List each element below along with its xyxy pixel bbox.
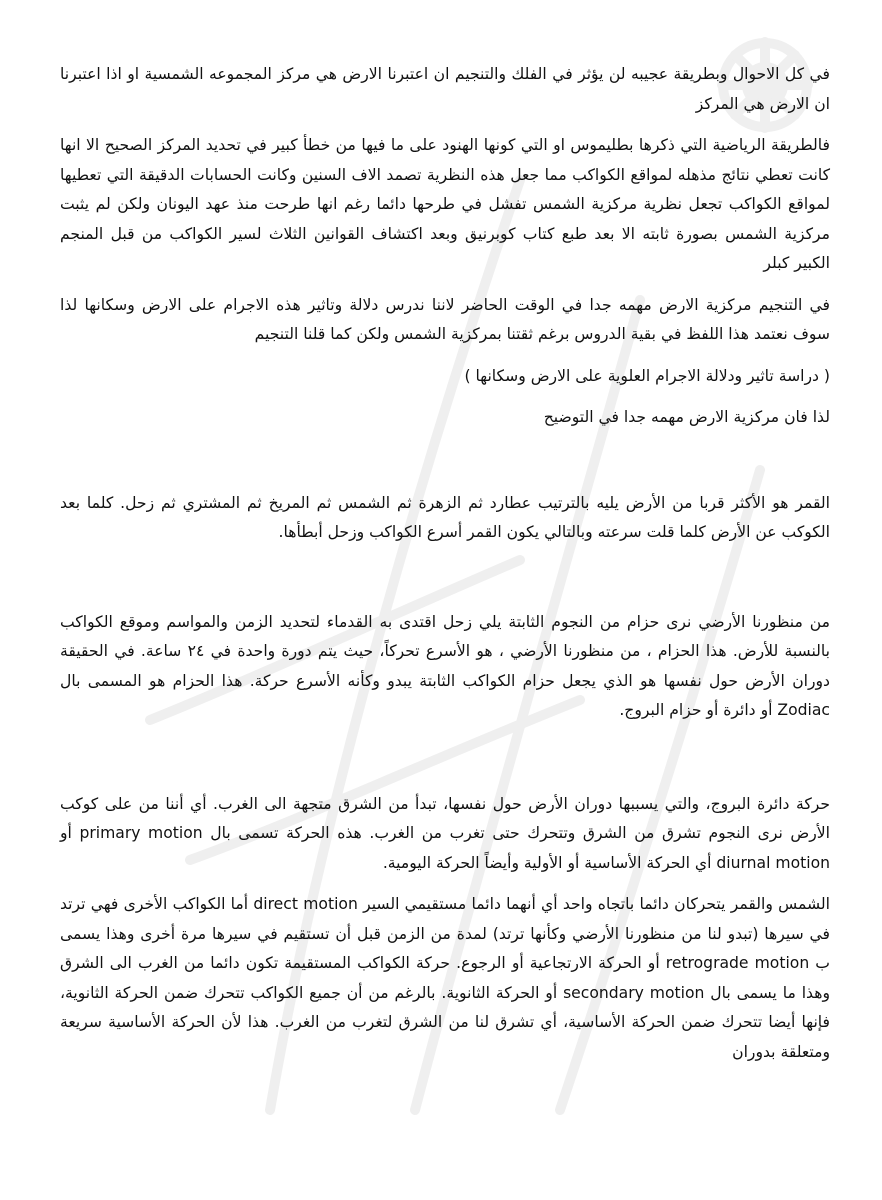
paragraph-astrology-earth-center: في التنجيم مركزية الارض مهمه جدا في الوقت الحاضر لاننا ندرس دلالة وتاثير هذه الاجرام على الارض وسكانها لذا سوف نعتمد هذا اللفظ في بقية الدروس برغم ثقتنا بمركزية الشمس ولكن كما قلنا التنجيم [60, 295, 830, 343]
paragraph-geocentric-effect: في كل الاحوال وبطريقة عجيبه لن يؤثر في الفلك والتنجيم ان اعتبرنا الارض هي مركز المجموعه الشمسية او اذا اعتبرنا ان الارض هي المركز [60, 65, 830, 113]
paragraph-astrology-definition: ( دراسة تاثير ودلالة الاجرام العلوية على الارض وسكانها ) [464, 366, 830, 385]
document-page [60, 60, 830, 1079]
paragraph-zodiac-belt: من منظورنا الأرضي نرى حزام من النجوم الثابتة يلي زحل اقتدى به القدماء لتحديد الزمن والمواسم وموقع الكواكب بالنسبة للأرض. هذا الحزام ، من منظورنا الأرضي ، هو الأسرع تحركاً، حيث يتم دورة واحدة في ٢٤ ساعة. في الحقيقة دوران الأرض حول نفسها هو الذي يجعل حزام الكواكب الثابتة يبدو وكأنه الأسرع حركة. هذا الحزام هو المسمى بال Zodiac أو دائرة أو حزام البروج. [60, 612, 830, 719]
paragraph-planet-order: القمر هو الأكثر قربا من الأرض يليه بالترتيب عطارد ثم الزهرة ثم الشمس ثم المريخ ثم المشتري ثم زحل. كلما بعد الكوكب عن الأرض كلما قلت سرعته وبالتالي يكون القمر أسرع الكواكب وزحل أبطأها. [60, 493, 830, 541]
paragraph-direct-retrograde-motion: الشمس والقمر يتحركان دائما باتجاه واحد أي أنهما دائما مستقيمي السير direct motion أما الكواكب الأخرى فهي ترتد في سيرها (تبدو لنا من منظورنا الأرضي وكأنها ترتد) لمدة من الزمن قبل أن تستقيم في سيرها مرة أخرى وهذا يسمى ب retrograde motion أو الحركة الارتجاعية أو الرجوع. حركة الكواكب المستقيمة تكون دائما من الغرب الى الشرق وهذا ما يسمى بال secondary motion أو الحركة الثانوية. بالرغم من أن جميع الكواكب تتحرك ضمن الحركة الثانوية، فإنها أيضا تتحرك ضمن الحركة الأساسية، أي تشرق لنا من الشرق لتغرب من الغرب. هذا لأن الحركة الأساسية سريعة ومتعلقة بدوران [60, 895, 831, 1061]
paragraph-earth-center-importance: لذا فان مركزية الارض مهمه جدا في التوضيح [543, 408, 830, 426]
paragraph-ptolemy-system: فالطريقة الرياضية التي ذكرها بطليموس او التي كونها الهنود على ما فيها من خطأ كبير في تحديد المركز الصحيح الا انها كانت تعطي نتائج مذهله لمواقع الكواكب مما جعل هذه النظرية تصمد الاف السنين وكانت الحسابات الدقيقة التي تعطيها لمواقع الكواكب تجعل نظرية مركزية الشمس تفشل في طرحها دائما رغم انها طرحت منذ عهد اليونان ولكن لم يثبت مركزية الشمس بصورة ثابته الا بعد طبع كتاب كوبرنيق وبعد اكتشاف القوانين الثلاث لسير الكواكب من قبل المنجم الكبير كبلر [60, 136, 830, 272]
paragraph-primary-motion: حركة دائرة البروج، والتي يسببها دوران الأرض حول نفسها، تبدأ من الشرق متجهة الى الغرب. أي أننا من على كوكب الأرض نرى النجوم تشرق من الشرق وتتحرك حتى تغرب من الغرب. هذه الحركة تسمى بال primary motion أو diurnal motion أي الحركة الأساسية أو الأولية وأيضاً الحركة اليومية. [60, 794, 831, 872]
